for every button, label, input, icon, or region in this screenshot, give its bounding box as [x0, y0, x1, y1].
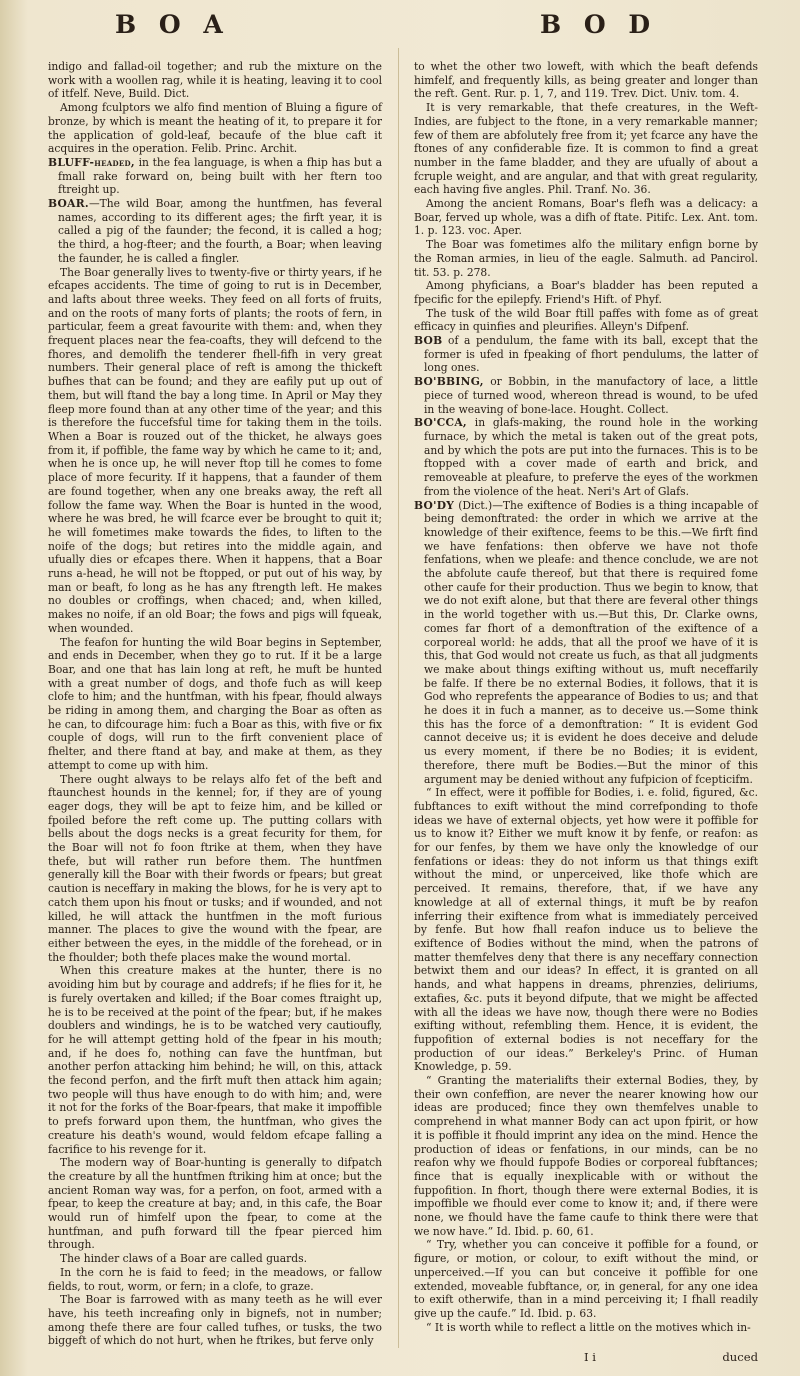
paragraph-text: Among the ancient Romans, Boar's flefh was a delicacy: a Boar, ferved up whole, was a difh of ftate. Pitifc. Lex. Ant. tom. 1. p. 123. voc. Aper. — [414, 197, 758, 238]
paragraph — [414, 1238, 758, 1320]
paragraph — [48, 636, 382, 773]
paragraph-text: The feafon for hunting the wild Boar begins in September, and ends in December, when they go to rut. If it be a large Boar, and one that has lain long at reft, he muft be hunted with a great number of dogs, and thofe fuch as will keep clofe to him; and the huntfman, with his fpear, fhould always be riding in among them, and charging the Boar as often as he can, to difcourage him: fuch a Boar as this, with five or fix couple of dogs, will run to the firft convenient place of fhelter, and there ftand at bay, and make at them, as they attempt to come up with him. — [48, 635, 382, 772]
right-column — [414, 60, 758, 1334]
paragraph — [414, 1074, 758, 1238]
paragraph-text: or Bobbin, in the manufactory of lace, a little piece of turned wood, whereon thread is wound, to be ufed in the weaving of bone-lace. Hought. Collect. — [424, 375, 758, 416]
paragraph — [414, 197, 758, 238]
paragraph-text: Among fculptors we alfo find mention of Bluing a figure of bronze, by which is meant the heating of it, to prepare it for the application of gold-leaf, becaufe of the blue caft it acquires in the operation. Felib. Princ. Archit. — [48, 101, 382, 156]
paragraph — [414, 786, 758, 1074]
entry-headword: BOAR. — [48, 197, 89, 211]
paragraph-text: to whet the other two loweft, with which the beaft defends himfelf, and frequently kills, as being greater and longer than the reft. Gent. Rur. p. 1, 7, and 119. Trev. Dict. Univ. tom. 4. — [414, 60, 758, 101]
paragraph — [414, 307, 758, 334]
paragraph — [48, 1252, 382, 1266]
paragraph — [48, 1266, 382, 1293]
header-right-title: B O D — [540, 10, 657, 39]
dictionary-entry — [414, 334, 758, 375]
entry-headword: BO'DY — [414, 498, 455, 512]
paragraph — [414, 279, 758, 306]
paragraph — [414, 101, 758, 197]
paragraph-text: “ It is worth while to reflect a little on the motives which in- — [426, 1320, 751, 1334]
paragraph-text: The tusk of the wild Boar ftill paffes with fome as of great efficacy in quinfies and pleurifies. Alleyn's Difpenf. — [414, 306, 758, 334]
paragraph-text: The Boar generally lives to twenty-five or thirty years, if he efcapes accidents. The time of going to rut is in December, and lafts about three weeks. They feed on all forts of fruits, and on the roots of many forts of plants; the roots of fern, in particular, feem a great favourite with them: and, when they frequent places near the fea-coafts, they will defcend to the fhores, and demolifh the tenderer fhell-fifh in very great numbers. Their general place of reft is among the thickeft bufhes that can be found; and they are eafily put up out of them, but will ftand the bay a long time. In April or May they fleep more found than at any other time of the year; and this is therefore the fuccefsful time for taking them in the toils. When a Boar is rouzed out of the thicket, he always goes from it, if poffible, the fame way by which he came to it; and, when he is once up, he will never ftop till he comes to fome place of more fecurity. If it happens, that a faunder of them are found together, when any one breaks away, the reft all follow the fame way. When the Boar is hunted in the wood, where he was bred, he will fcarce ever be brought to quit it; he will fometimes make towards the fides, to liften to the noife of the dogs; but retires into the middle again, and ufually dies or efcapes there. When it happens, that a Boar runs a-head, he will not be ftopped, or put out of his way, by man or beaft, fo long as he has any ftrength left. He makes no doubles or croffings, when chaced; and, when killed, makes no noife, if an old Boar; the fows and pigs will fqueak, when wounded. — [48, 265, 382, 635]
paragraph-text: in the fea language, is when a fhip has but a fmall rake forward on, being built with her ftern too ftreight up. — [58, 155, 382, 197]
entry-headword: BOB — [414, 334, 443, 348]
dictionary-entry — [414, 416, 758, 498]
dictionary-entry — [48, 156, 382, 197]
header-left-title: B O A — [115, 10, 230, 39]
paragraph-text: The Boar is farrowed with as many teeth as he will ever have, his teeth increafing only in bignefs, not in number; among thefe there are four called tufhes, or tusks, the two biggeft of which do not hurt, when he ftrikes, but ferve only — [48, 1293, 382, 1348]
paragraph-text: The hinder claws of a Boar are called guards. — [60, 1252, 308, 1266]
paragraph — [48, 1156, 382, 1252]
entry-headword: BLUFF-headed, — [48, 155, 135, 169]
dictionary-entry — [414, 499, 758, 787]
paragraph-text: The Boar was fometimes alfo the military enfign borne by the Roman armies, in lieu of the eagle. Salmuth. ad Pancirol. tit. 53. p. 278. — [414, 238, 758, 279]
paragraph-text: In the corn he is faid to feed; in the meadows, or fallow fields, to rout, worm, or fern; in a clofe, to graze. — [48, 1265, 382, 1293]
paragraph-text: of a pendulum, the fame with its ball, except that the former is ufed in fpeaking of fhort pendulums, the latter of long ones. — [424, 334, 758, 375]
paragraph-text: Among phyficians, a Boar's bladder has been reputed a fpecific for the epilepfy. Friend's Hift. of Phyf. — [414, 279, 758, 306]
paragraph — [48, 1293, 382, 1348]
dictionary-entry — [48, 197, 382, 266]
paragraph — [48, 101, 382, 156]
paragraph — [414, 60, 758, 101]
catchword: duced — [722, 1350, 758, 1364]
paragraph-text: When this creature makes at the hunter, there is no avoiding him but by courage and addrefs; if he flies for it, he is furely overtaken and killed; if the Boar comes ftraight up, he is to be received at the point of the fpear; but, if he makes doublers and windings, he is to be watched very cautioufly, for he will attempt getting hold of the fpear in his mouth; and, if he does fo, nothing can fave the huntfman, but another perfon attacking him behind; he will, on this, attack the fecond perfon, and the firft muft then attack him again; two people will thus have enough to do with him; and, were it not for the forks of the Boar-fpears, that make it impoffible to prefs forward upon them, the huntfman, who gives the creature his death's wound, would feldom efcape falling a facrifice to his revenge for it. — [48, 964, 382, 1156]
paragraph — [414, 238, 758, 279]
paragraph-text: “ In effect, were it poffible for Bodies, i. e. folid, figured, &c. fubftances to exift without the mind correfponding to thofe ideas we have of external objects, yet how were it poffible for us to know it? Either we muft know it by fenfe, or reafon: as for our fenfes, by them we have only the knowledge of our fenfations or ideas: they do not inform us that things exift without the mind, or unperceived, like thofe which are perceived. It remains, therefore, that, if we have any knowledge at all of external things, it muft be by reafon inferring their exiftence from what is immediately perceived by fenfe. But how fhall reafon induce us to believe the exiftence of Bodies without the mind, when the patrons of matter themfelves deny that there is any neceffary connection betwixt them and our ideas? In effect, it is granted on all hands, and what happens in dreams, phrenzies, deliriums, extafies, &c. puts it beyond difpute, that we might be affected with all the ideas we have now, though there were no Bodies exifting without, refembling them. Hence, it is evident, the fuppofition of external bodies is not neceffary for the production of our ideas.” Berkeley's Princ. of Human Knowledge, p. 59. — [414, 786, 758, 1074]
entry-headword: BO'BBING, — [414, 375, 484, 389]
paragraph — [414, 1321, 758, 1335]
paragraph-text: It is very remarkable, that thefe creatures, in the Weft-Indies, are fubject to the ftone, in a very remarkable manner; few of them are abfolutely free from it; yet fcarce any have the ftones of any confiderable fize. It is common to find a great number in the fame bladder, and they are ufually of about a fcruple weight, and are angular, and that with great regularity, each having five angles. Phil. Tranf. No. 36. — [414, 101, 758, 197]
paragraph — [48, 266, 382, 636]
paragraph-text: “ Try, whether you can conceive it poffible for a found, or figure, or motion, or colour, to exift without the mind, or unperceived.—If you can but conceive it poffible for one extended, moveable fubftance, or, in general, for any one idea to exift otherwife, than in a mind perceiving it; I fhall readily give up the caufe.” Id. Ibid. p. 63. — [414, 1238, 758, 1320]
page-body — [0, 46, 800, 1376]
paragraph-text: indigo and fallad-oil together; and rub the mixture on the work with a woollen rag, while it is heating, leaving it to cool of itfelf. Neve, Build. Dict. — [48, 60, 382, 101]
left-column — [48, 60, 382, 1348]
paragraph-text: The modern way of Boar-hunting is generally to difpatch the creature by all the huntfmen ftriking him at once; but the ancient Roman way was, for a perfon, on foot, armed with a fpear, to keep the creature at bay; and, in this cafe, the Boar would run of himfelf upon the fpear, to come at the huntfman, and pufh forward till the fpear pierced him through. — [48, 1156, 382, 1252]
signature-mark: I i — [584, 1350, 596, 1364]
paragraph-text: “ Granting the materialifts their external Bodies, they, by their own confeffion, are never the nearer knowing how our ideas are produced; fince they own themfelves unable to comprehend in what manner Body can act upon fpirit, or how it is poffible it fhould imprint any idea on the mind. Hence the production of ideas or fenfations, in our minds, can be no reafon why we fhould fuppofe Bodies or corporeal fubftances; fince that is equally inexplicable with or without the fuppofition. In fhort, though there were external Bodies, it is impoffible we fhould ever come to know it; and, if there were none, we fhould have the fame caufe to think there were that we now have.” Id. Ibid. p. 60, 61. — [414, 1074, 758, 1238]
paragraph-text: (Dict.)—The exiftence of Bodies is a thing incapable of being demonftrated: the order in which we arrive at the knowledge of their exiftence, feems to be this.—We firft find we have fenfations: then obferve we have not thofe fenfations, when we pleafe: and thence conclude, we are not the abfolute caufe thereof, but that there is required fome other caufe for their production. Thus we begin to know, that we do not exift alone, but that there are feveral other things in the world together with us.—But this, Dr. Clarke owns, comes far fhort of a demonftration of the exiftence of a corporeal world: he adds, that all the proof we have of it is this, that God would not create us fuch, as that all judgments we make about things exifting without us, muft neceffarily be falfe. If there be no external Bodies, it follows, that it is God who reprefents the appearance of Bodies to us; and that he does it in fuch a manner, as to deceive us.—Some think this has the force of a demonftration: “ It is evident God cannot deceive us; it is evident he does deceive and delude us every moment, if there be no Bodies; it is evident, therefore, there muft be Bodies.—But the minor of this argument may be denied without any fufpicion of fcepticifm. — [424, 498, 758, 786]
paragraph — [48, 773, 382, 965]
paragraph — [48, 964, 382, 1156]
paragraph-text: in glafs-making, the round hole in the working furnace, by which the metal is taken out of the great pots, and by which the pots are put into the furnaces. This is to be ftopped with a cover made of earth and brick, and removeable at pleafure, to preferve the eyes of the workmen from the violence of the heat. Neri's Art of Glafs. — [424, 416, 758, 498]
paragraph — [48, 60, 382, 101]
paragraph-text: —The wild Boar, among the huntfmen, has feveral names, according to its different ages; the firft year, it is called a pig of the faunder; the fecond, it is called a hog; the third, a hog-fteer; and the fourth, a Boar; when leaving the faunder, he is called a fingler. — [58, 197, 382, 265]
entry-headword: BO'CCA, — [414, 416, 467, 430]
dictionary-entry — [414, 375, 758, 416]
paragraph-text: There ought always to be relays alfo fet of the beft and ftaunchest hounds in the kennel; for, if they are of young eager dogs, they will be apt to feize him, and be killed or fpoiled before the reft come up. The putting collars with bells about the dogs necks is a great fecurity for them, for the Boar will not fo foon ftrike at them, when they have thefe, but will rather run before them. The huntfmen generally kill the Boar with their fwords or fpears; but great caution is neceffary in making the blows, for he is very apt to catch them upon his fnout or tusks; and if wounded, and not killed, he will attack the huntfmen in the moft furious manner. The places to give the wound with the fpear, are either between the eyes, in the middle of the forehead, or in the fhoulder; both thefe places make the wound mortal. — [48, 772, 382, 964]
